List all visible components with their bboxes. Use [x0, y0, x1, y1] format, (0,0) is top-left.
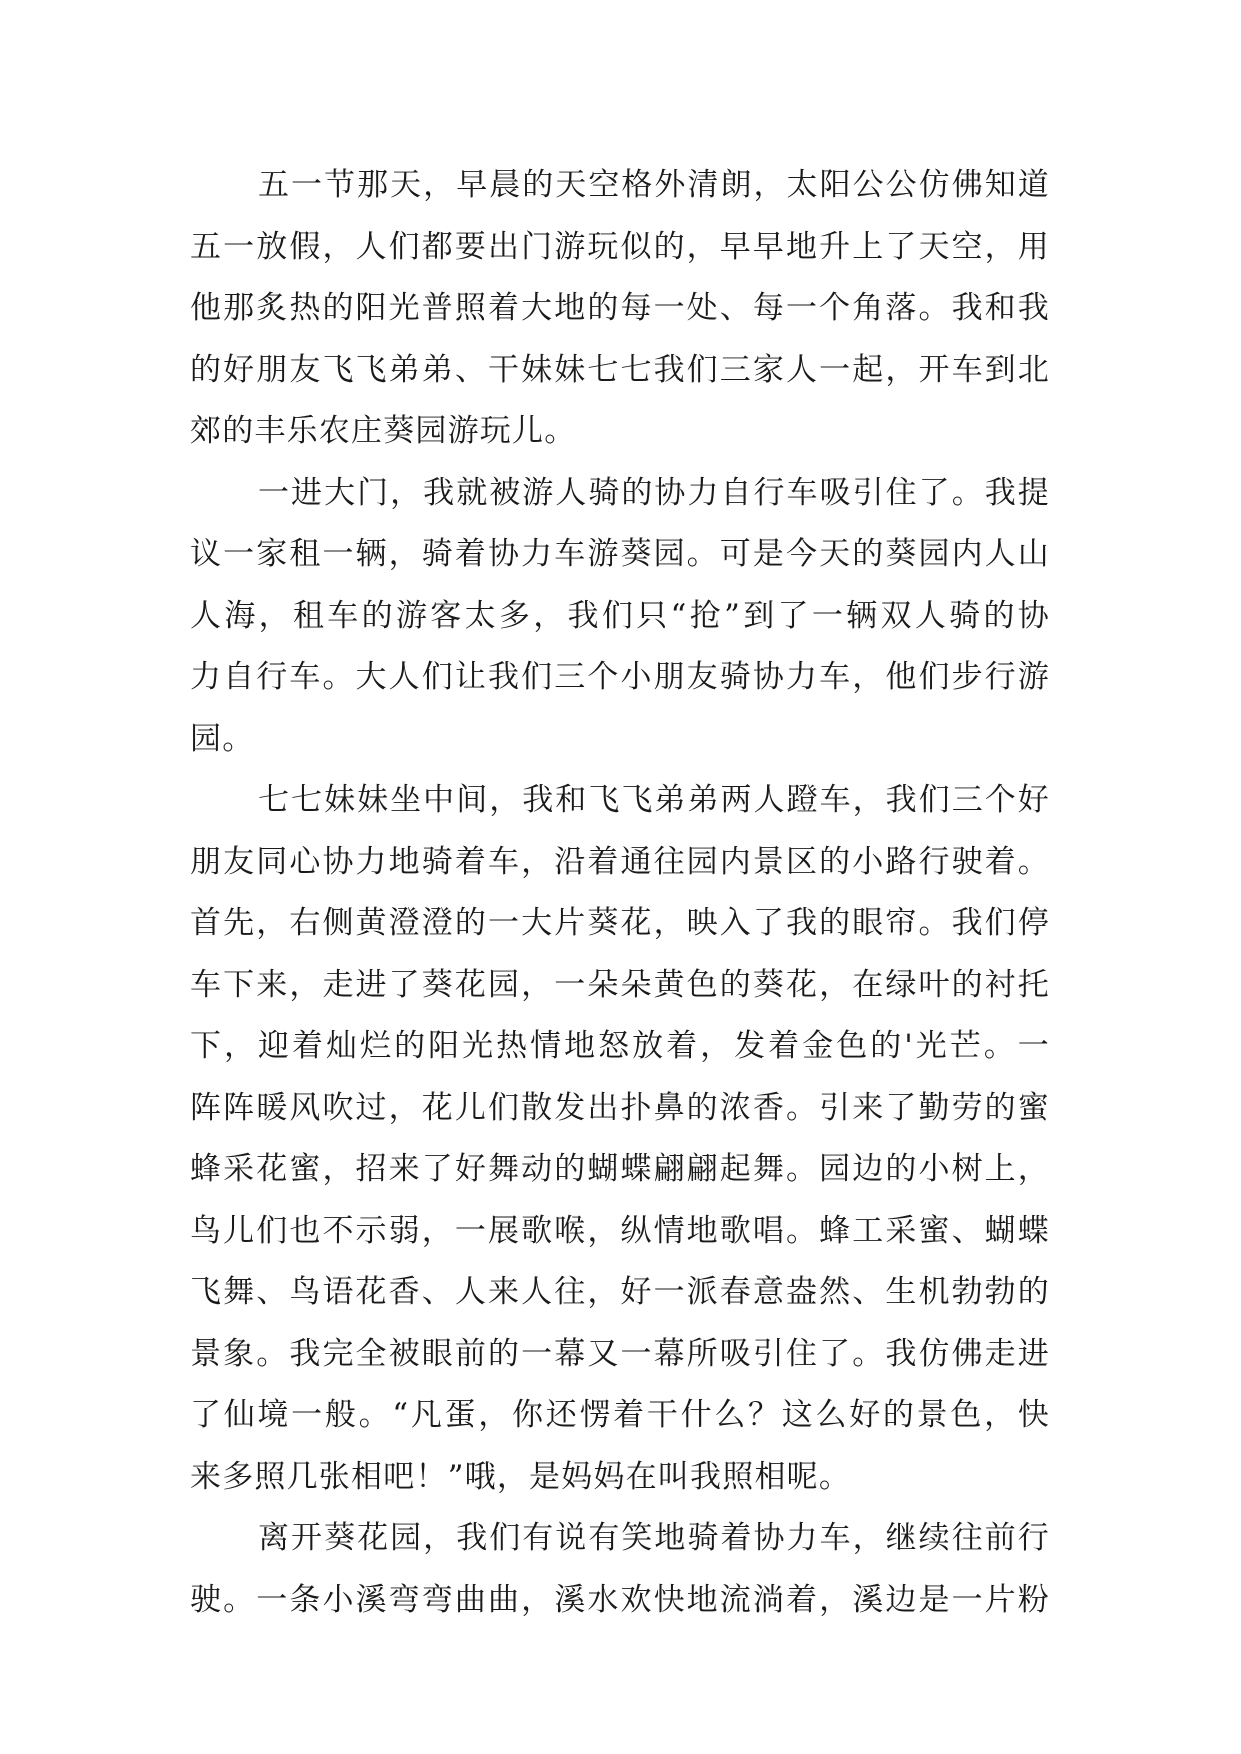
paragraph-line: 了仙境一般。“凡蛋，你还愣着干什么？这么好的景色，快: [190, 1397, 1050, 1433]
paragraph-3: [190, 770, 1050, 1508]
paragraph-line: 景象。我完全被眼前的一幕又一幕所吸引住了。我仿佛走进: [190, 1335, 1050, 1372]
paragraph-line: 阵阵暖风吹过，花儿们散发出扑鼻的浓香。引来了勤劳的蜜: [190, 1089, 1050, 1126]
paragraph-line: 鸟儿们也不示弱，一展歌喉，纵情地歌唱。蜂工采蜜、蝴蝶: [190, 1212, 1050, 1249]
paragraph-4: [190, 1508, 1050, 1631]
paragraph-line: 五一放假，人们都要出门游玩似的，早早地升上了天空，用: [190, 228, 1050, 265]
essay-body: [190, 155, 1050, 1631]
paragraph-line: 郊的丰乐农庄葵园游玩儿。: [190, 413, 577, 449]
paragraph-line: 驶。一条小溪弯弯曲曲，溪水欢快地流淌着，溪边是一片粉: [190, 1581, 1050, 1618]
paragraph-line: 力自行车。大人们让我们三个小朋友骑协力车，他们步行游: [190, 659, 1050, 695]
paragraph-line: 车下来，走进了葵花园，一朵朵黄色的葵花，在绿叶的衬托: [190, 966, 1050, 1003]
paragraph-2: [190, 463, 1050, 771]
paragraph-line: 下，迎着灿烂的阳光热情地怒放着，发着金色的'光芒。一: [190, 1028, 1050, 1064]
paragraph-line: 首先，右侧黄澄澄的一大片葵花，映入了我的眼帘。我们停: [190, 905, 1050, 941]
paragraph-line: 飞舞、鸟语花香、人来人往，好一派春意盎然、生机勃勃的: [190, 1274, 1050, 1310]
paragraph-line: 五一节那天，早晨的天空格外清朗，太阳公公仿佛知道: [258, 167, 1050, 203]
paragraph-line: 人海，租车的游客太多，我们只“抢”到了一辆双人骑的协: [190, 597, 1050, 634]
paragraph-line: 他那炙热的阳光普照着大地的每一处、每一个角落。我和我: [190, 290, 1050, 326]
paragraph-line: 蜂采花蜜，招来了好舞动的蝴蝶翩翩起舞。园边的小树上，: [190, 1151, 1050, 1187]
paragraph-line: 来多照几张相吧！”哦，是妈妈在叫我照相呢。: [190, 1458, 852, 1495]
paragraph-line: 离开葵花园，我们有说有笑地骑着协力车，继续往前行: [258, 1520, 1050, 1556]
paragraph-line: 朋友同心协力地骑着车，沿着通往园内景区的小路行驶着。: [190, 843, 1050, 880]
paragraph-line: 七七妹妹坐中间，我和飞飞弟弟两人蹬车，我们三个好: [258, 782, 1050, 818]
paragraph-1: [190, 155, 1050, 463]
paragraph-line: 议一家租一辆，骑着协力车游葵园。可是今天的葵园内人山: [190, 536, 1050, 572]
paragraph-line: 一进大门，我就被游人骑的协力自行车吸引住了。我提: [258, 474, 1050, 511]
paragraph-line: 的好朋友飞飞弟弟、干妹妹七七我们三家人一起，开车到北: [190, 351, 1050, 388]
paragraph-line: 园。: [190, 720, 255, 757]
